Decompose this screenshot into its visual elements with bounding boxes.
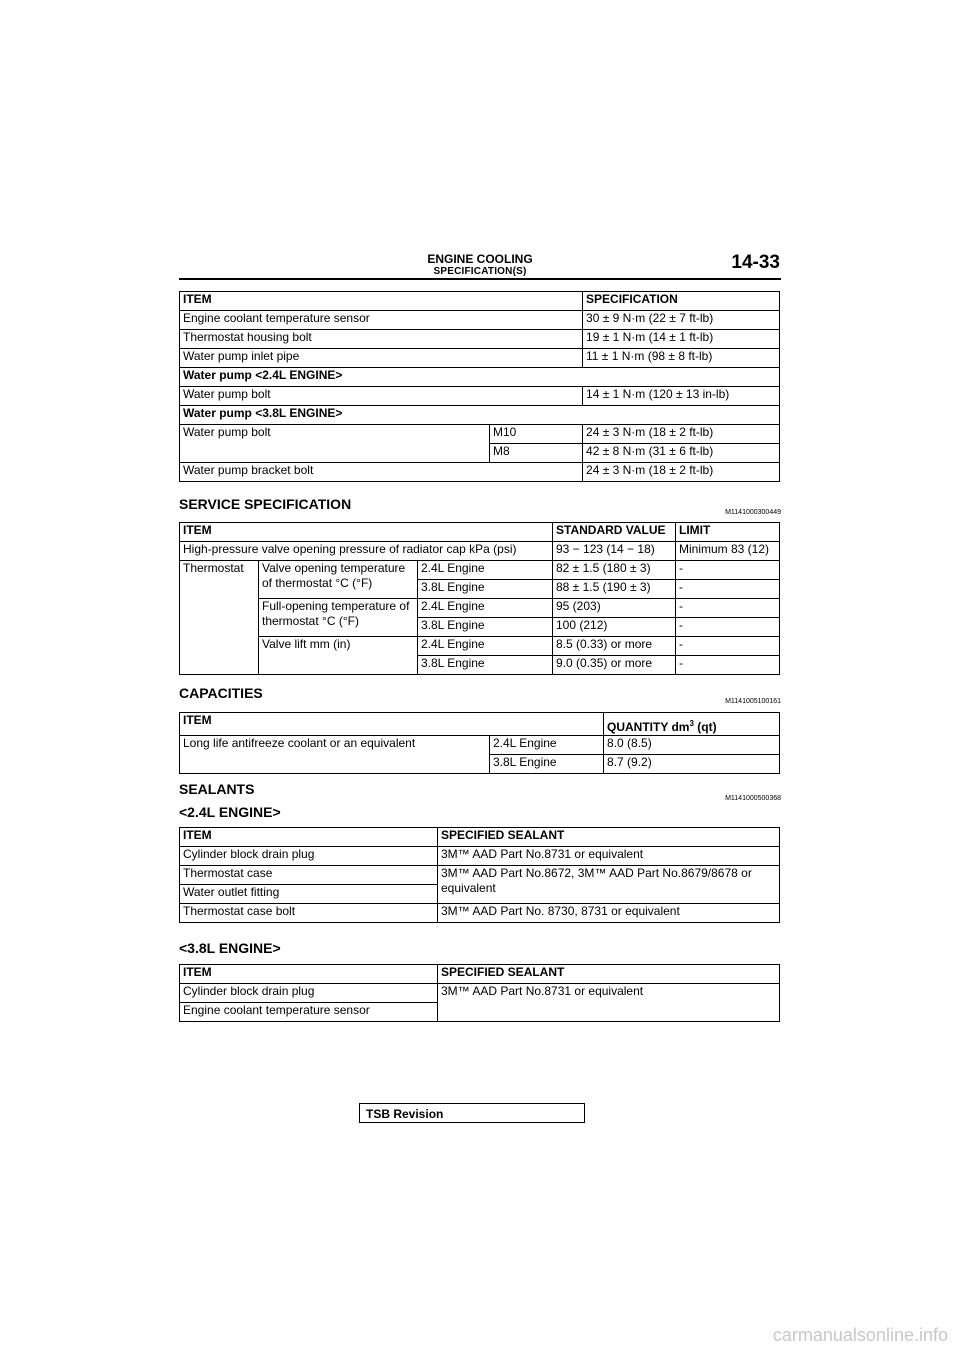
size-cell: M10 — [490, 425, 583, 444]
engine-cell: 3.8L Engine — [490, 755, 604, 774]
item-cell: High-pressure valve opening pressure of radiator cap kPa (psi) — [180, 542, 553, 561]
engine-cell: 2.4L Engine — [490, 736, 604, 755]
engine-cell: 2.4L Engine — [418, 561, 553, 580]
item-cell: Engine coolant temperature sensor — [180, 311, 583, 330]
section-subtitle: SPECIFICATION(S) — [433, 266, 527, 277]
engine-38-heading: <3.8L ENGINE> — [179, 940, 281, 956]
table-row — [180, 523, 780, 542]
item-cell: Water outlet fitting — [180, 885, 438, 904]
service-spec-code: M1141000300449 — [725, 509, 781, 516]
limit-cell: - — [676, 637, 780, 656]
item-cell: Full-opening temperature of thermostat °C (°F) — [259, 599, 418, 637]
limit-cell: - — [676, 599, 780, 618]
table-row — [180, 542, 780, 561]
quantity-cell: 8.7 (9.2) — [604, 755, 780, 774]
col-header-item: ITEM — [180, 713, 604, 736]
sealant-cell: 3M™ AAD Part No.8672, 3M™ AAD Part No.8679/8678 or equivalent — [438, 866, 780, 904]
spec-cell: 11 ± 1 N·m (98 ± 8 ft-lb) — [583, 349, 780, 368]
capacities-table — [179, 712, 780, 774]
sealant-cell: 3M™ AAD Part No.8731 or equivalent — [438, 984, 780, 1022]
limit-cell: Minimum 83 (12) — [676, 542, 780, 561]
sealant-cell: 3M™ AAD Part No. 8730, 8731 or equivalent — [438, 904, 780, 923]
table-row — [180, 599, 780, 618]
limit-cell: - — [676, 656, 780, 675]
table-row — [180, 330, 780, 349]
standard-cell: 88 ± 1.5 (190 ± 3) — [553, 580, 676, 599]
standard-cell: 100 (212) — [553, 618, 676, 637]
standard-cell: 95 (203) — [553, 599, 676, 618]
col-header-item: ITEM — [180, 292, 583, 311]
limit-cell: - — [676, 561, 780, 580]
spec-cell: 42 ± 8 N·m (31 ± 6 ft-lb) — [583, 444, 780, 463]
table-row — [180, 406, 780, 425]
quantity-cell: 8.0 (8.5) — [604, 736, 780, 755]
table-row — [180, 866, 780, 885]
table-row — [180, 713, 780, 736]
item-cell: Valve opening temperature of thermostat °C (°F) — [259, 561, 418, 599]
table-row — [180, 425, 780, 444]
engine-24-heading: <2.4L ENGINE> — [179, 804, 281, 820]
limit-cell: - — [676, 580, 780, 599]
standard-cell: 93 − 123 (14 − 18) — [553, 542, 676, 561]
table-row — [180, 984, 780, 1003]
limit-cell: - — [676, 618, 780, 637]
col-header-item: ITEM — [180, 965, 438, 984]
standard-cell: 8.5 (0.33) or more — [553, 637, 676, 656]
table-row — [180, 311, 780, 330]
col-header-limit: LIMIT — [676, 523, 780, 542]
section-title: ENGINE COOLING — [427, 252, 533, 266]
item-cell: Engine coolant temperature sensor — [180, 1003, 438, 1022]
item-cell: Water pump bracket bolt — [180, 463, 583, 482]
capacities-heading: CAPACITIES — [179, 685, 263, 701]
spec-cell: 30 ± 9 N·m (22 ± 7 ft-lb) — [583, 311, 780, 330]
group-header: Water pump <3.8L ENGINE> — [180, 406, 780, 425]
spec-cell: 14 ± 1 N·m (120 ± 13 in-lb) — [583, 387, 780, 406]
col-header-quantity: QUANTITY $dm^3$ (qt) — [604, 713, 780, 736]
engine-cell: 2.4L Engine — [418, 599, 553, 618]
spec-cell: 24 ± 3 N·m (18 ± 2 ft-lb) — [583, 425, 780, 444]
capacities-code: M1141005100161 — [725, 698, 781, 705]
table-row — [180, 349, 780, 368]
item-cell: Long life antifreeze coolant or an equivalent — [180, 736, 490, 774]
header-rule — [179, 278, 781, 280]
item-cell: Water pump bolt — [180, 387, 583, 406]
sealants-heading: SEALANTS — [179, 781, 255, 797]
service-spec-heading: SERVICE SPECIFICATION — [179, 496, 352, 512]
sealants-38-table — [179, 964, 780, 1022]
group-header: Water pump <2.4L ENGINE> — [180, 368, 780, 387]
table-row — [180, 965, 780, 984]
spec-cell: 24 ± 3 N·m (18 ± 2 ft-lb) — [583, 463, 780, 482]
engine-cell: 3.8L Engine — [418, 618, 553, 637]
table-row — [180, 561, 780, 580]
col-header-spec: SPECIFICATION — [583, 292, 780, 311]
thermostat-cell: Thermostat — [180, 561, 259, 675]
page-number: 14-33 — [731, 252, 780, 273]
table-row — [180, 847, 780, 866]
item-cell: Thermostat housing bolt — [180, 330, 583, 349]
sealant-cell: 3M™ AAD Part No.8731 or equivalent — [438, 847, 780, 866]
col-header-sealant: SPECIFIED SEALANT — [438, 828, 780, 847]
item-cell: Thermostat case — [180, 866, 438, 885]
table-row — [180, 637, 780, 656]
torque-table — [179, 291, 780, 482]
col-header-sealant: SPECIFIED SEALANT — [438, 965, 780, 984]
table-row — [180, 828, 780, 847]
table-row — [180, 736, 780, 755]
table-row — [180, 904, 780, 923]
service-spec-table — [179, 522, 780, 675]
item-cell: Cylinder block drain plug — [180, 847, 438, 866]
item-cell: Cylinder block drain plug — [180, 984, 438, 1003]
item-cell: Water pump inlet pipe — [180, 349, 583, 368]
col-header-item: ITEM — [180, 828, 438, 847]
watermark: carmanualsonline.info — [772, 1325, 948, 1345]
table-row — [180, 292, 780, 311]
tsb-revision-box: TSB Revision — [359, 1103, 585, 1123]
sealants-24-table — [179, 827, 780, 923]
item-cell: Thermostat case bolt — [180, 904, 438, 923]
item-cell: Water pump bolt — [180, 425, 490, 463]
standard-cell: 82 ± 1.5 (180 ± 3) — [553, 561, 676, 580]
table-row — [180, 463, 780, 482]
item-cell: Valve lift mm (in) — [259, 637, 418, 675]
table-row — [180, 368, 780, 387]
engine-cell: 3.8L Engine — [418, 580, 553, 599]
engine-cell: 3.8L Engine — [418, 656, 553, 675]
standard-cell: 9.0 (0.35) or more — [553, 656, 676, 675]
engine-cell: 2.4L Engine — [418, 637, 553, 656]
size-cell: M8 — [490, 444, 583, 463]
col-header-item: ITEM — [180, 523, 553, 542]
spec-cell: 19 ± 1 N·m (14 ± 1 ft-lb) — [583, 330, 780, 349]
table-row — [180, 387, 780, 406]
sealants-code: M1141000500368 — [725, 795, 781, 802]
col-header-standard: STANDARD VALUE — [553, 523, 676, 542]
